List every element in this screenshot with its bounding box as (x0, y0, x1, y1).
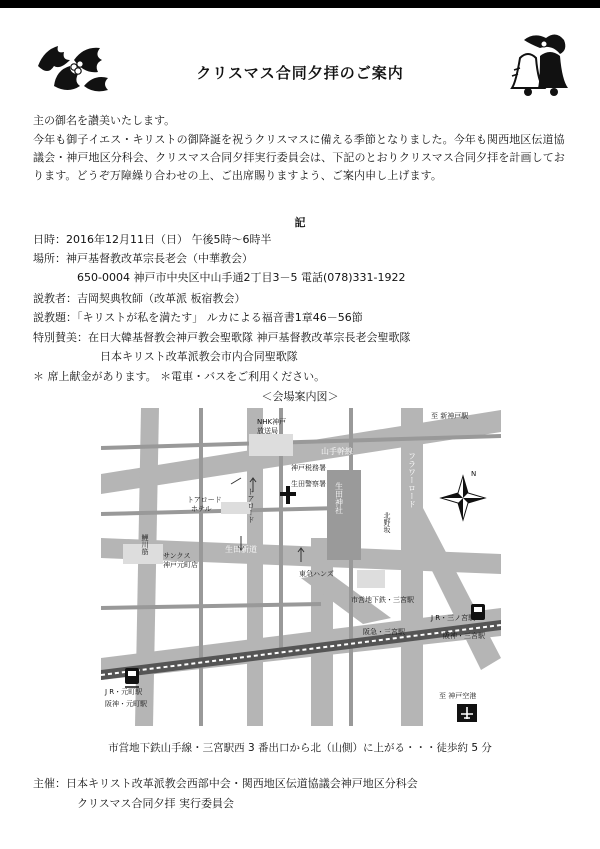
map-label-police: 生田警察署 (291, 480, 326, 488)
map-label-hankyu: 阪急・三宮駅 (363, 628, 405, 636)
airplane-icon (457, 704, 477, 722)
map-label-nhk: NHK神戸 (257, 418, 287, 426)
map-label-subway: 市営地下鉄・三宮駅 (351, 596, 414, 604)
top-border (0, 0, 600, 8)
map-label-flower-road: フラワーロード (407, 452, 417, 508)
map-label-tor-road: トアロード (247, 488, 255, 523)
map-label-sanyo: 山手幹線 (321, 447, 353, 456)
map-label-to-airport: 至 神戸空港 (439, 692, 477, 700)
event-place: 場所：神戸基督教改革宗長老会（中華教会） (33, 252, 253, 265)
nhk-building (249, 434, 293, 456)
map-label-kitano: 北野坂 (383, 512, 391, 533)
map-label-shrine: 生田神社 (334, 482, 344, 514)
greeting: 主の御名を讃美いたします。 (33, 114, 176, 127)
map-label-nhk2: 放送局 (257, 427, 278, 435)
sponsor-line-1: 主催：日本キリスト改革派教会西部中会・関西地区伝道協議会神戸地区分科会 (33, 777, 418, 790)
map-label-to-shinkobe: 至 新神戸駅 (431, 412, 469, 420)
map-label-ikuta-shindo: 生田新道 (225, 545, 257, 554)
map-label-tor-hotel: トアロード (187, 496, 222, 504)
venue-map (101, 408, 501, 726)
svg-text:N: N (471, 470, 477, 478)
map-title: ＜会場案内図＞ (261, 390, 339, 403)
intro-body: 今年も御子イエス・キリストの御降誕を祝うクリスマスに備える季節となりました。今年も関西地区伝道協議会・神戸地区分科会、クリスマス合同夕拝実行委員会は、下記のとおりクリスマス合同夕拝を計画しております。どうぞ万障繰り合わせの上、ご出席賜りますよう、ご案内申し上げます。 (33, 133, 565, 182)
map-label-tokyu: 東急ハンズ (299, 570, 334, 578)
map-label-sanks2: 神戸元町店 (163, 561, 198, 569)
sermon-title: 説教題：「キリストが私を満たす」 ルカによる福音書1章46－56節 (33, 311, 363, 324)
map-label-koikawa: 鯉川筋 (141, 534, 149, 555)
map-label-sanks: サンクス (163, 552, 191, 560)
map-label-tor-hotel2: ホテル (191, 505, 212, 513)
map-label-jr-sannomiya: J R・三ノ宮駅 (431, 614, 476, 622)
special-choir: 特別賛美：在日大韓基督教会神戸教会聖歌隊 神戸基督教改革宗長老会聖歌隊 (33, 331, 411, 344)
preacher: 説教者：吉岡契典牧師（改革派 板宿教会） (33, 292, 246, 305)
map-label-hanshin-sannomiya: 阪神・三宮駅 (443, 632, 485, 640)
ikuta-shrine (327, 470, 361, 560)
event-date: 日時：2016年12月11日（日） 午後5時～6時半 (33, 233, 272, 246)
map-label-hanshin-motomachi: 阪神・元町駅 (105, 700, 147, 708)
note-mark: 記 (294, 216, 306, 229)
map-label-tax: 神戸税務署 (291, 464, 326, 472)
event-address: 650-0004 神戸市中央区中山手通2丁目3－5 電話(078)331-1922 (77, 271, 406, 284)
page-title: クリスマス合同夕拝のご案内 (196, 64, 404, 82)
sponsor-line-2: クリスマス合同夕拝 実行委員会 (77, 797, 235, 810)
map-label-jr-motomachi: J R・元町駅 (105, 688, 143, 696)
special-choir-2: 日本キリスト改革派教会市内合同聖歌隊 (100, 350, 298, 363)
access-directions: 市営地下鉄山手線・三宮駅西 3 番出口から北（山側）に上がる・・・徒歩約 5 分 (108, 742, 492, 754)
event-notes: ＊ 席上献金があります。 ＊電車・バスをご利用ください。 (33, 370, 326, 383)
